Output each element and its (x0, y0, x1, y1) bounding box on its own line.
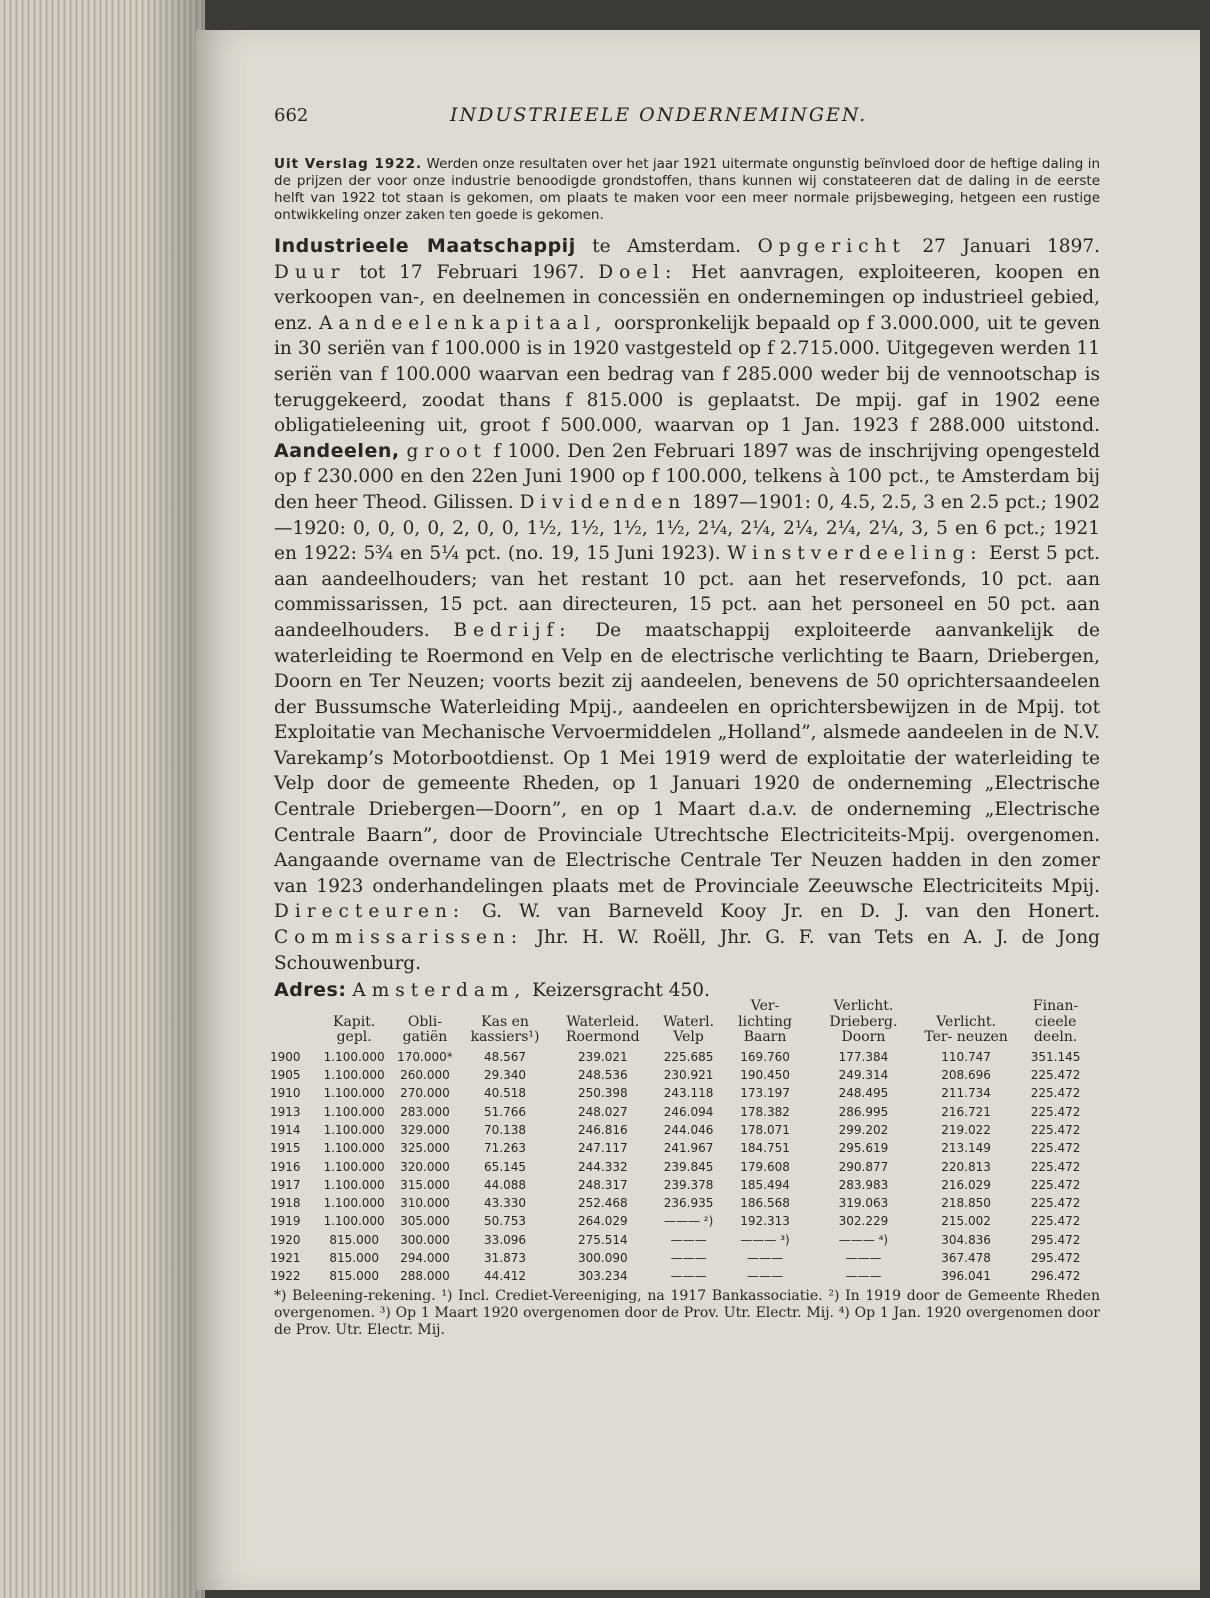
label-commissarissen: Commissarissen: (274, 927, 524, 949)
table-cell: 48.567 (484, 1049, 527, 1064)
table-cell: 244.046 (663, 1122, 714, 1137)
table-cell: 219.022 (941, 1122, 991, 1137)
table-cell: 225.472 (1030, 1086, 1081, 1101)
table-cell: 294.000 (400, 1250, 450, 1265)
table-header: Kapit. gepl. (332, 1013, 376, 1046)
table-cell: 1.100.000 (323, 1104, 385, 1119)
table-cell: 70.138 (484, 1122, 527, 1137)
table-cell: 264.029 (577, 1214, 628, 1229)
table-row (268, 1194, 1098, 1212)
table-row (268, 1103, 1098, 1121)
table-cell: 295.472 (1030, 1232, 1081, 1247)
table-cell: 225.472 (1030, 1141, 1081, 1156)
table-cell: 1.100.000 (323, 1049, 385, 1064)
table-header: Waterl. Velp (663, 1013, 715, 1046)
label-opgericht: Opgericht (757, 236, 906, 257)
table-header: Verlicht. Ter- neuzen (924, 1013, 1008, 1046)
table-cell: 304.836 (941, 1232, 991, 1247)
table-row (268, 1231, 1098, 1249)
address-city: Amsterdam, (352, 980, 527, 1002)
table-cell: 275.514 (577, 1232, 628, 1247)
page-header (274, 104, 1100, 134)
table-cell: 260.000 (400, 1068, 450, 1083)
table-row (268, 1139, 1098, 1157)
table-cell: 170.000* (397, 1049, 453, 1064)
table-cell: 215.002 (941, 1214, 991, 1229)
company-entry (274, 234, 1100, 976)
table-cell: 213.149 (941, 1141, 991, 1156)
table-cell: 246.094 (663, 1104, 714, 1119)
table-cell: 177.384 (838, 1049, 889, 1064)
table-cell: 43.330 (484, 1196, 527, 1211)
table-cell: 190.450 (740, 1068, 790, 1083)
table-cell: 351.145 (1030, 1049, 1081, 1064)
table-cell: ——— ⁴) (838, 1232, 889, 1247)
table-header: Verlicht. Drieberg. Doorn (829, 998, 898, 1046)
table-row (268, 1048, 1098, 1066)
label-aandeelenkapitaal: Aandeelenkapitaal, (319, 312, 608, 334)
row-year: 1917 (270, 1177, 301, 1192)
row-year: 1919 (270, 1214, 301, 1229)
table-row (268, 1249, 1098, 1267)
table-cell: 248.495 (838, 1086, 889, 1101)
table-row (268, 1066, 1098, 1084)
row-year: 1900 (270, 1049, 301, 1064)
table-cell: 33.096 (484, 1232, 527, 1247)
table-cell: 178.382 (740, 1104, 790, 1119)
label-groot: groot (406, 440, 487, 462)
table-cell: 396.041 (941, 1269, 991, 1284)
table-header (268, 999, 318, 1048)
table-cell: 315.000 (400, 1177, 450, 1192)
table-cell: 300.090 (577, 1250, 628, 1265)
table-cell: ——— (747, 1250, 784, 1265)
table-cell: 305.000 (400, 1214, 450, 1229)
table-cell: 302.229 (838, 1214, 889, 1229)
table-cell: 169.760 (740, 1049, 790, 1064)
table-cell: ——— (670, 1269, 707, 1284)
table-cell: 248.536 (577, 1068, 628, 1083)
table-cell: 208.696 (941, 1068, 991, 1083)
table-cell: 329.000 (400, 1122, 450, 1137)
label-adres: Adres: (274, 979, 347, 1002)
report-text: Werden onze resultaten over het jaar 1921 uitermate ongunstig beïnvloed door de heftige daling in de prijzen der voor onze industrie benoodigde grondstoffen, thans kunnen wij constateeren dat de daling in de eerste helft van 1922 tot staan is gekomen, om plaats te maken voor een meer normale prijsbeweging, hetgeen een rustige ontwikkeling onzer zaken ten goede is gekomen. (274, 156, 1101, 223)
row-year: 1916 (270, 1159, 301, 1174)
table-cell: 319.063 (838, 1196, 889, 1211)
company-name: Industrieele Maatschappij (274, 235, 576, 257)
table-cell: 184.751 (740, 1141, 790, 1156)
entry-text: f 1000. Den 2en Februari 1897 was de inschrijving opengesteld op f 230.000 en den 22en Juni 1900 op f 100.000, telkens à 100 pct., te Amsterdam bij den heer Theod. Gilissen. (274, 440, 1100, 513)
entry-text: G. W. van Barneveld Kooy Jr. en D. J. van den Honert. (465, 901, 1100, 923)
footnotes: *) Beleening-rekening. ¹) Incl. Crediet-Vereeniging, na 1917 Bankassociatie. ²) In 1919 door de Gemeente Rheden overgenomen. ³) Op 1 Maart 1920 overgenomen door de Prov. Utr. Electr. Mij. ⁴) Op 1 Jan. 1920 overgenomen door de Prov. Utr. Electr. Mij. (274, 1287, 1100, 1338)
table-cell: 216.721 (941, 1104, 991, 1119)
label-winstverdeeling: Winstverdeeling: (727, 543, 983, 565)
table-cell: ——— (670, 1250, 707, 1265)
table-cell: 241.967 (663, 1141, 714, 1156)
table-cell: 250.398 (577, 1086, 628, 1101)
row-year: 1910 (270, 1086, 301, 1101)
table-cell: 44.088 (484, 1177, 527, 1192)
label-directeuren: Directeuren: (274, 901, 466, 923)
address-street: Keizersgracht 450. (526, 980, 710, 1002)
table-cell: 239.378 (663, 1177, 714, 1192)
table-cell: 225.472 (1030, 1177, 1081, 1192)
table-cell: 1.100.000 (323, 1141, 385, 1156)
entry-text: te Amsterdam. (575, 236, 758, 257)
table-cell: 283.983 (838, 1177, 889, 1192)
table-cell: 239.845 (663, 1159, 714, 1174)
table-cell: 225.472 (1030, 1068, 1081, 1083)
table-cell: 44.412 (484, 1269, 527, 1284)
table-cell: 71.263 (484, 1141, 527, 1156)
table-cell: 185.494 (740, 1177, 790, 1192)
row-year: 1921 (270, 1250, 301, 1265)
table-cell: 244.332 (577, 1159, 628, 1174)
table-cell: 320.000 (400, 1159, 450, 1174)
table-cell: 51.766 (484, 1104, 527, 1119)
table-cell: 1.100.000 (323, 1214, 385, 1229)
table-cell: ——— ³) (740, 1232, 790, 1247)
table-row (268, 1084, 1098, 1102)
table-cell: 239.021 (577, 1049, 628, 1064)
table-row (268, 1267, 1098, 1285)
table-cell: 31.873 (484, 1250, 527, 1265)
table-cell: 230.921 (663, 1068, 714, 1083)
table-cell: 218.850 (941, 1196, 991, 1211)
table-cell: 173.197 (740, 1086, 790, 1101)
table-cell: 815.000 (329, 1250, 379, 1265)
row-year: 1914 (270, 1122, 301, 1137)
table-cell: 65.145 (484, 1159, 527, 1174)
table-header: Waterleid. Roermond (565, 1013, 640, 1046)
table-header: Kas en kassiers¹) (470, 1013, 540, 1046)
page-number: 662 (274, 105, 309, 126)
table-cell: 243.118 (663, 1086, 714, 1101)
entry-text: Het aanvragen, exploiteeren, koopen en verkoopen van-, en deelnemen in concessiën en ondernemingen op industrieel gebied, enz. (274, 261, 1100, 334)
table-cell: 300.000 (400, 1232, 450, 1247)
table-cell: 288.000 (400, 1269, 450, 1284)
row-year: 1915 (270, 1141, 301, 1156)
table-header: Ver- lichting Baarn (738, 998, 793, 1046)
table-cell: 179.608 (740, 1159, 790, 1174)
table-cell: 303.234 (577, 1269, 628, 1284)
table-cell: 225.472 (1030, 1104, 1081, 1119)
label-aandeelen: Aandeelen, (274, 439, 400, 462)
table-cell: ——— (845, 1250, 882, 1265)
book-page-edges (0, 0, 205, 1598)
table-cell: 1.100.000 (323, 1122, 385, 1137)
table-cell: 252.468 (577, 1196, 628, 1211)
row-year: 1918 (270, 1196, 301, 1211)
table-cell: ——— (747, 1269, 784, 1284)
entry-text: Jhr. H. W. Roëll, Jhr. G. F. van Tets en A. J. de Jong Schouwenburg. (274, 927, 1100, 974)
entry-text: 1897—1901: 0, 4.5, 2.5, 3 en 2.5 pct.; 1902—1920: 0, 0, 0, 0, 2, 0, 0, 1½, 1½, 1½, 1½, 2¼, 2¼, 2¼, 2¼, 2¼, 3, 5 en 6 pct.; 1921 en 1922: 5¾ en 5¼ pct. (no. 19, 15 Juni 1923). (274, 491, 1100, 565)
row-year: 1913 (270, 1104, 301, 1119)
entry-text: Eerst 5 pct. aan aandeelhouders; van het restant 10 pct. aan het reservefonds, 10 pct. aan commissarissen, 15 pct. aan directeuren, 15 pct. aan het personeel en 50 pct. aan aandeelhouders. (274, 543, 1101, 641)
table-cell: 225.685 (663, 1049, 714, 1064)
table-cell: 192.313 (740, 1214, 790, 1229)
table-cell: 186.568 (740, 1196, 790, 1211)
table-cell: 286.995 (838, 1104, 889, 1119)
table-row (268, 1158, 1098, 1176)
entry-text: 27 Januari 1897. (905, 236, 1100, 257)
table-row (268, 1212, 1098, 1230)
page-content (270, 104, 1101, 1339)
table-cell: 211.734 (941, 1086, 991, 1101)
label-dividenden: Dividenden (519, 491, 687, 513)
running-title: INDUSTRIEELE ONDERNEMINGEN. (450, 104, 868, 126)
table-cell: 110.747 (941, 1049, 991, 1064)
table-cell: 1.100.000 (323, 1159, 385, 1174)
table-cell: 367.478 (941, 1250, 991, 1265)
table-cell: 815.000 (329, 1269, 379, 1284)
table-header-row (268, 999, 1098, 1048)
table-cell: 295.472 (1030, 1250, 1081, 1265)
table-body (268, 1048, 1098, 1286)
table-cell: ——— ²) (663, 1214, 714, 1229)
table-cell: ——— (845, 1269, 882, 1284)
table-cell: 220.813 (941, 1159, 991, 1174)
table-cell: 295.619 (838, 1141, 889, 1156)
table-cell: 50.753 (484, 1214, 527, 1229)
table-cell: 1.100.000 (323, 1086, 385, 1101)
table-cell: 1.100.000 (323, 1196, 385, 1211)
table-row (268, 1176, 1098, 1194)
table-cell: 299.202 (838, 1122, 889, 1137)
table-cell: 225.472 (1030, 1159, 1081, 1174)
table-cell: 1.100.000 (323, 1177, 385, 1192)
row-year: 1920 (270, 1232, 301, 1247)
table-cell: 40.518 (484, 1086, 527, 1101)
label-doel: Doel: (598, 261, 678, 283)
table-cell: 248.027 (577, 1104, 628, 1119)
table-cell: 270.000 (400, 1086, 450, 1101)
table-cell: 225.472 (1030, 1122, 1081, 1137)
table-header: Obli- gatiën (402, 1013, 448, 1046)
row-year: 1922 (270, 1269, 301, 1284)
table-cell: 216.029 (941, 1177, 991, 1192)
table-cell: 247.117 (577, 1141, 628, 1156)
entry-text: De maatschappij exploiteerde aanvankelijk de waterleiding te Roermond en Velp en de electrische verlichting te Baarn, Driebergen, Doorn en Ter Neuzen; voorts bezit zij aandeelen, benevens de 50 oprichtersaandeelen der Bussumsche Waterleiding Mpij., aandeelen en oprichtersbewijzen in de Mpij. tot Exploitatie van Mechanische Vervoermiddelen „Holland”, alsmede aandeelen in de N.V. Varekamp’s Motorbootdienst. Op 1 Mei 1919 werd de exploitatie der waterleiding te Velp door de gemeente Rheden, op 1 Januari 1920 de onderneming „Electrische Centrale Driebergen—Doorn”, en op 1 Maart d.a.v. de onderneming „Electrische Centrale Baarn”, door de Provinciale Utrechtsche Electriciteits-Mpij. overgenomen. Aangaande overname van de Electrische Centrale Ter Neuzen hadden in den zomer van 1923 onderhandelingen plaats met de Provinciale Zeeuwsche Electriciteits Mpij. (274, 619, 1100, 897)
report-lead: Uit Verslag 1922. (274, 156, 423, 172)
table-cell: 246.816 (577, 1122, 628, 1137)
table-cell: 290.877 (838, 1159, 889, 1174)
table-cell: 248.317 (577, 1177, 628, 1192)
table-cell: 325.000 (400, 1141, 450, 1156)
table-cell: 283.000 (400, 1104, 450, 1119)
table-cell: 310.000 (400, 1196, 450, 1211)
table-cell: ——— (670, 1232, 707, 1247)
table-cell: 236.935 (663, 1196, 714, 1211)
balance-table (268, 999, 1098, 1285)
label-bedrijf: Bedrijf: (453, 619, 572, 641)
entry-text: oorspronkelijk bepaald op f 3.000.000, uit te geven in 30 seriën van f 100.000 is in 1920 vastgesteld op f 2.715.000. Uitgegeven werden 11 seriën van f 100.000 waarvan een bedrag van f 285.000 weder bij de vennootschap is teruggekeerd, zoodat thans f 815.000 is geplaatst. De mpij. gaf in 1902 eene obligatieleening uit, groot f 500.000, waarvan op 1 Jan. 1923 f 288.000 uitstond. (274, 312, 1101, 437)
table-cell: 249.314 (838, 1068, 889, 1083)
table-cell: 815.000 (329, 1232, 379, 1247)
entry-text: tot 17 Februari 1967. (345, 261, 599, 283)
label-duur: Duur (274, 261, 346, 283)
report-excerpt (274, 156, 1100, 224)
table-cell: 178.071 (740, 1122, 790, 1137)
table-cell: 29.340 (484, 1068, 527, 1083)
row-year: 1905 (270, 1068, 301, 1083)
table-cell: 1.100.000 (323, 1068, 385, 1083)
table-header: Finan- cieele deeln. (1032, 998, 1079, 1046)
table-cell: 296.472 (1030, 1269, 1081, 1284)
table-cell: 225.472 (1030, 1196, 1081, 1211)
table-cell: 225.472 (1030, 1214, 1081, 1229)
table-row (268, 1121, 1098, 1139)
